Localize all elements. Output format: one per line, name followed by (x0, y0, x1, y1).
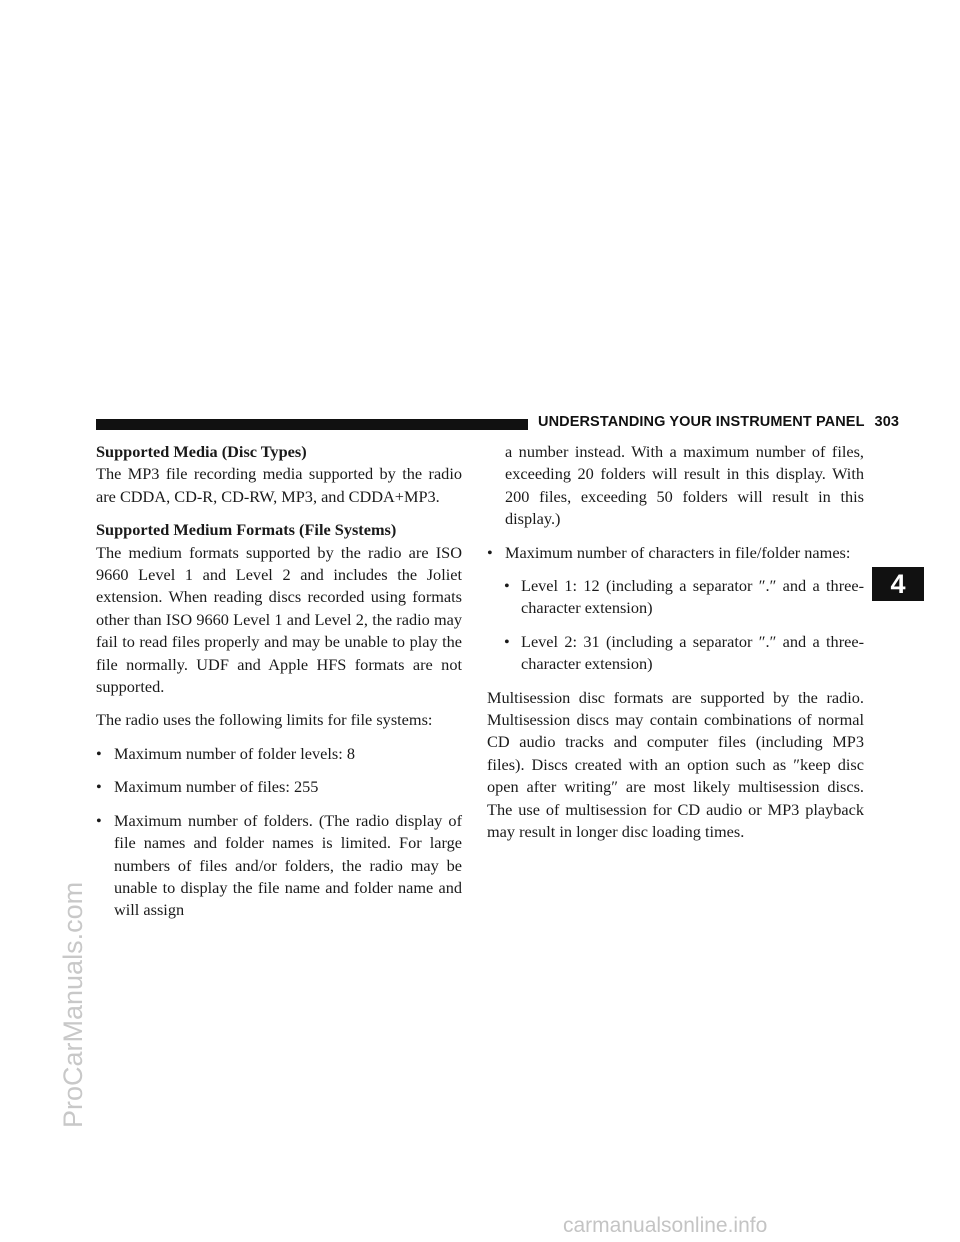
multisession-text: Multisession disc formats are supported by the radio. Multisession discs may contain combinations of normal CD audio tracks and computer files (including MP3 files). Discs created with an option such as ″keep disc open after writing″ are most likely multisession discs. The use of multisession for CD audio or MP3 playback may result in longer disc loading times. (487, 687, 864, 842)
running-header (538, 414, 899, 430)
sub-list-item-text: Level 1: 12 (including a separator ″.″ and a three-character extension) (521, 576, 864, 618)
supported-formats-text: The medium formats supported by the radio are ISO 9660 Level 1 and Level 2 and includes the Joliet extension. When reading discs recorded using formats other than ISO 9660 Level 1 and Level 2, the radio may fail to read files properly and may be unable to play the file normally. UDF and Apple HFS formats are not supported. (96, 542, 462, 697)
list-item-text: Maximum number of folders. (The radio display of file names and folder names is limited. For large numbers of files and/or folders, the radio may be unable to display the file name and folder name and will assign (114, 810, 462, 920)
supported-media-text: The MP3 file recording media supported by the radio are CDDA, CD-R, CD-RW, MP3, and CDDA+MP3. (96, 464, 462, 506)
supported-formats-section (96, 519, 462, 698)
list-item-text: Maximum number of files: 255 (114, 777, 319, 797)
bullet-icon: • (504, 631, 510, 651)
supported-media-heading: Supported Media (Disc Types) (96, 442, 307, 461)
bullet-icon: • (96, 777, 102, 797)
bullet-icon: • (504, 576, 510, 596)
sub-list-item (487, 575, 864, 620)
page-number: 303 (874, 414, 900, 430)
continued-text: a number instead. With a maximum number of files, exceeding 20 folders will result in this display. With 200 files, exceeding 50 folders will result in this display.) (505, 442, 864, 529)
sub-list-item (487, 631, 864, 676)
header-rule (96, 419, 528, 430)
sub-list-item-text: Level 2: 31 (including a separator ″.″ and a three-character extension) (521, 631, 864, 674)
bullet-icon: • (96, 743, 102, 763)
list-item (96, 776, 462, 798)
list-item-text: Maximum number of folder levels: 8 (114, 743, 355, 763)
list-item-text: Maximum number of characters in file/folder names: (505, 542, 851, 562)
chapter-tab: 4 (872, 567, 924, 601)
list-item (96, 743, 462, 765)
right-column (487, 441, 864, 855)
bullet-icon: • (487, 542, 493, 562)
side-watermark: ProCarManuals.com (58, 881, 88, 1128)
left-column (96, 441, 462, 933)
bullet-icon: • (96, 810, 102, 830)
supported-media-section (96, 441, 462, 508)
section-title: UNDERSTANDING YOUR INSTRUMENT PANEL (538, 414, 865, 430)
bottom-watermark: carmanualsonline.info (563, 1214, 768, 1237)
limits-intro: The radio uses the following limits for file systems: (96, 710, 433, 730)
list-item (487, 542, 864, 564)
list-item (96, 810, 462, 922)
supported-formats-heading: Supported Medium Formats (File Systems) (96, 520, 397, 540)
